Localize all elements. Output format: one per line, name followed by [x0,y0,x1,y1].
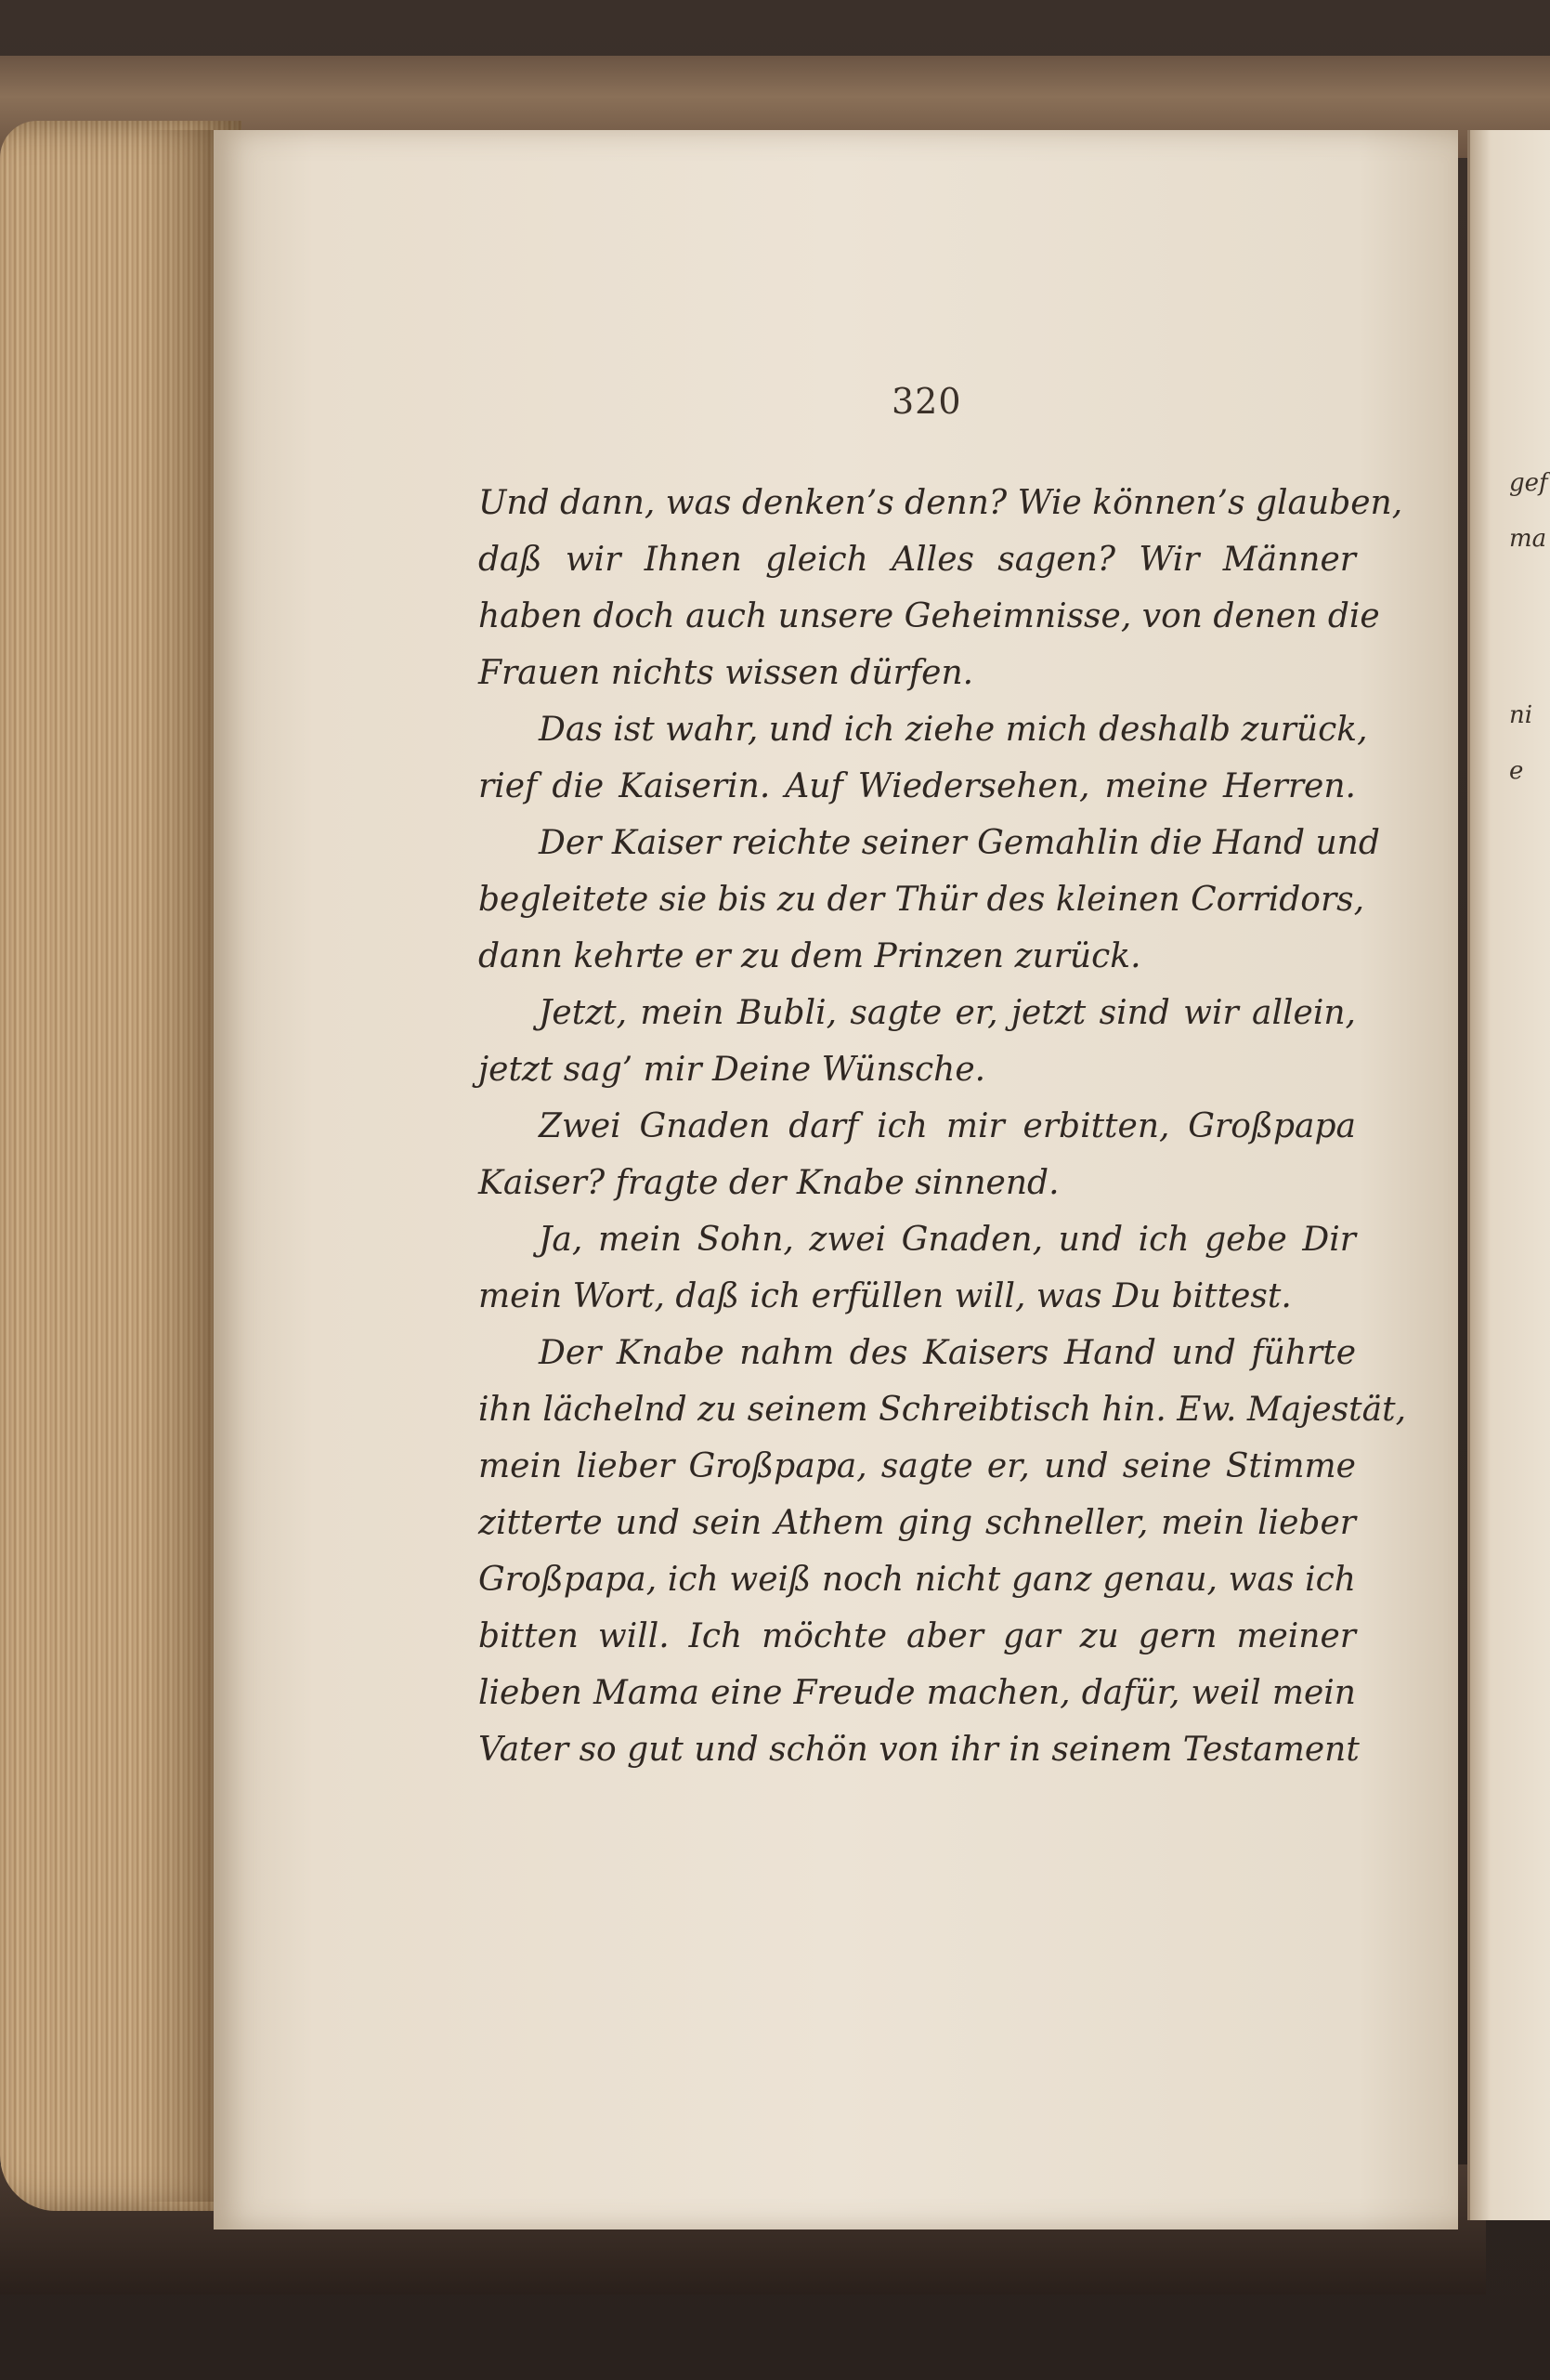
facing-fragment: ma [1509,525,1547,553]
text-line: daß wir Ihnen gleich Alles sagen? Wir Männer [478,541,1356,579]
text-line: Vater so gut und schön von ihr in seinem Testament [478,1731,1360,1769]
text-line: Kaiser? fragte der Knabe sinnend. [478,1164,1060,1202]
text-line: Der Kaiser reichte seiner Gemahlin die Hand und [539,824,1380,862]
facing-fragment: e [1509,757,1524,785]
text-line: jetzt sag’ mir Deine Wünsche. [478,1051,986,1089]
text-line: lieben Mama eine Freude machen, dafür, weil mein [478,1674,1356,1712]
text-line: mein lieber Großpapa, sagte er, und seine Stimme [478,1447,1356,1485]
text-line: dann kehrte er zu dem Prinzen zurück. [478,937,1141,975]
text-line: bitten will. Ich möchte aber gar zu gern meiner [478,1617,1356,1655]
facing-fragment: gef [1509,469,1548,497]
text-line: ihn lächelnd zu seinem Schreibtisch hin. Ew. Majestät, [478,1391,1407,1429]
text-line: begleitete sie bis zu der Thür des kleinen Corridors, [478,881,1365,919]
text-line: rief die Kaiserin. Auf Wiedersehen, meine Herren. [478,767,1356,805]
facing-fragment: ni [1509,701,1533,729]
text-line: Und dann, was denken’s denn? Wie können’s glauben, [478,484,1403,522]
facing-page [1467,130,1550,2220]
text-line: Der Knabe nahm des Kaisers Hand und führte [539,1334,1356,1372]
text-line: Das ist wahr, und ich ziehe mich deshalb zurück, [539,711,1368,749]
text-line: Frauen nichts wissen dürfen. [478,654,974,692]
page-number: 320 [892,381,962,422]
text-line: Zwei Gnaden darf ich mir erbitten, Großpapa [539,1107,1356,1145]
text-line: zitterte und sein Athem ging schneller, mein lieber [478,1504,1356,1542]
text-line: haben doch auch unsere Geheimnisse, von denen die [478,597,1380,635]
text-line: Großpapa, ich weiß noch nicht ganz genau, was ich [478,1561,1356,1599]
text-line: Jetzt, mein Bubli, sagte er, jetzt sind wir allein, [539,994,1356,1032]
text-line: mein Wort, daß ich erfüllen will, was Du bittest. [478,1277,1292,1315]
text-line: Ja, mein Sohn, zwei Gnaden, und ich gebe Dir [539,1221,1356,1259]
